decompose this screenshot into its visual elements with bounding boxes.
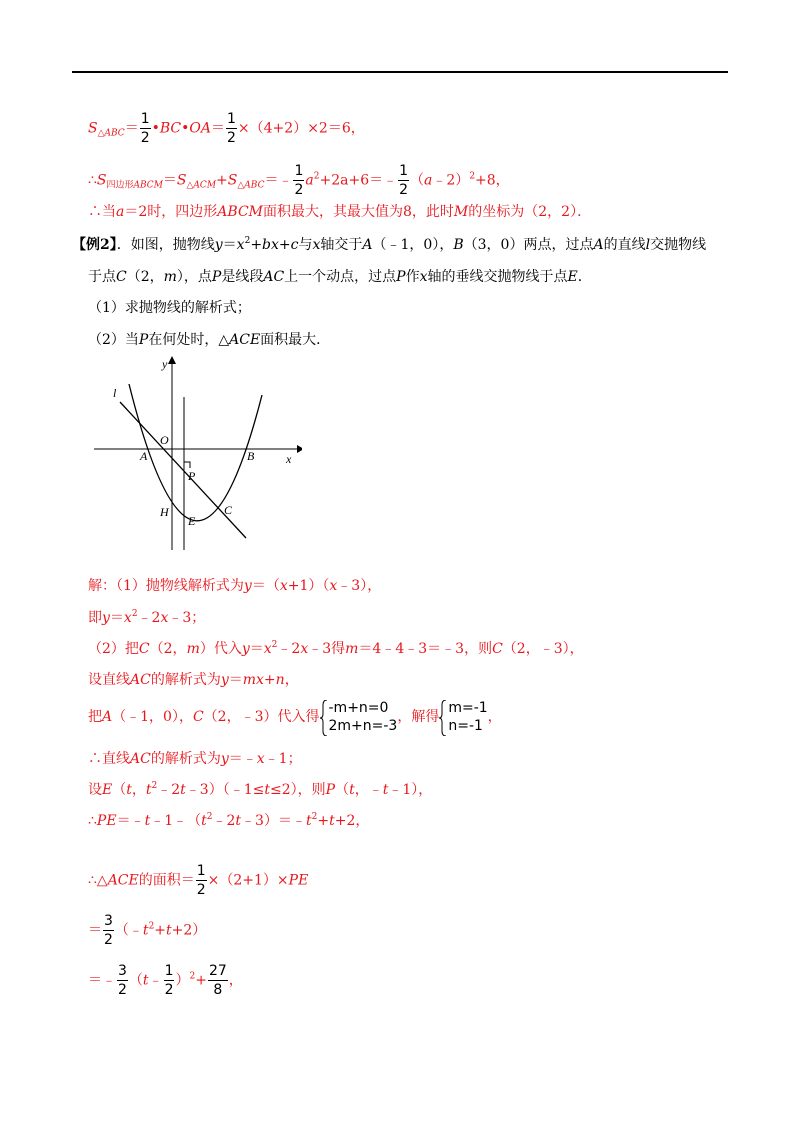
- solution-step-4: 设直线AC的解析式为y＝mx+n，: [88, 672, 299, 688]
- equation-solution: m=-1 n=-1: [439, 699, 487, 735]
- fraction: $\frac{1}{2}$: [227, 111, 236, 146]
- label-y: y: [162, 357, 168, 371]
- solution-step-2: 即$y=x^2﹣2x﹣3$；: [88, 609, 206, 626]
- quad-area-line: $\therefore S_{四边形ABCM}=S_{\triangle ACM}+S_{\triangle ABC}=﹣$ $\frac{1}{2}$ $a^2+2a+6=﹣$ $\frac{1}{2}$ （a﹣2）$^2$+8，: [88, 163, 510, 198]
- equation-system: -m+n=0 2m+n=-3: [320, 699, 398, 735]
- parabola: [129, 384, 262, 521]
- solution-step-9: ∴△ACE的面积＝ $\frac{1}{2}$ ×（2+1）×PE: [88, 863, 309, 898]
- parabola-figure: [92, 352, 302, 554]
- solution-step-10: ＝ $\frac{3}{2}$ $(﹣t^2+t+2)$: [88, 913, 207, 948]
- label-C: C: [224, 503, 233, 517]
- header-rule: [72, 71, 728, 73]
- label-H: H: [160, 505, 169, 519]
- fraction: $\frac{1}{2}$: [294, 163, 304, 198]
- question-2: （2）当P在何处时，△ACE面积最大．: [88, 332, 331, 348]
- fraction: $\frac{27}{8}$: [208, 963, 227, 998]
- label-O: O: [160, 433, 169, 447]
- solution-step-1: 解：（1）抛物线解析式为y＝（x+1）（x﹣3），: [88, 578, 382, 594]
- conclusion-line: ∴当a＝2时，四边形ABCM面积最大，其最大值为8，此时M的坐标为（2，2）．: [88, 204, 592, 220]
- fraction: $\frac{3}{2}$: [118, 963, 127, 998]
- label-E: E: [188, 514, 196, 528]
- fraction: $\frac{3}{2}$: [104, 913, 113, 948]
- label-l: l: [113, 386, 117, 400]
- label-P: P: [188, 469, 196, 483]
- solution-step-11: ＝﹣ $\frac{3}{2}$ （t﹣ $\frac{1}{2}$ ）$^2$+ $\frac{27}{8}$ ，: [88, 963, 243, 998]
- fraction: $\frac{1}{2}$: [196, 863, 206, 898]
- line-l: [120, 402, 246, 538]
- label-x: x: [286, 452, 292, 466]
- label-A: A: [140, 449, 148, 463]
- fraction: $\frac{1}{2}$: [140, 111, 150, 146]
- fraction: $\frac{1}{2}$: [399, 163, 409, 198]
- area-abc-line: $S_{\triangle ABC}=$ $\frac{1}{2}$ •BC•OA＝ $\frac{1}{2}$ ×（4+2）×2＝6，: [88, 111, 365, 146]
- solution-step-7: 设E（t，$t^2﹣2t﹣3)(﹣1\le t\le 2)$，则P（t，﹣t﹣1），: [88, 781, 433, 798]
- solution-step-6: ∴直线AC的解析式为y＝﹣x﹣1；: [88, 751, 302, 767]
- solution-step-5: 把A（﹣1，0），C（2，﹣3）代入得 -m+n=0 2m+n=-3 ，解得 m=-1 n=-1 ，: [88, 700, 502, 734]
- x-axis-arrow: [297, 445, 302, 453]
- example2-line1: 【例2】．如图，抛物线$y=x^2+bx+c$与x轴交于A（﹣1，0），B（3，0）两点，过点A的直线l交抛物线: [72, 236, 707, 253]
- solution-step-3: （2）把C（2，m）代入$y=x^2﹣2x﹣3$得m＝4﹣4﹣3＝﹣3，则C（2，﹣3），: [88, 640, 584, 657]
- right-angle-mark: [184, 462, 190, 468]
- y-axis-arrow: [168, 356, 176, 364]
- label-B: B: [247, 449, 255, 463]
- question-1: （1）求抛物线的解析式；: [88, 300, 251, 316]
- example-label: 【例2】: [72, 237, 117, 253]
- example2-line2: 于点C（2，m），点P是线段AC上一个动点，过点P作x轴的垂线交抛物线于点E．: [88, 269, 592, 285]
- fraction: $\frac{1}{2}$: [164, 963, 174, 998]
- solution-step-8: $\therefore PE=﹣t﹣1﹣(t^2﹣2t﹣3)=﹣t^2+t+2$，: [88, 812, 370, 829]
